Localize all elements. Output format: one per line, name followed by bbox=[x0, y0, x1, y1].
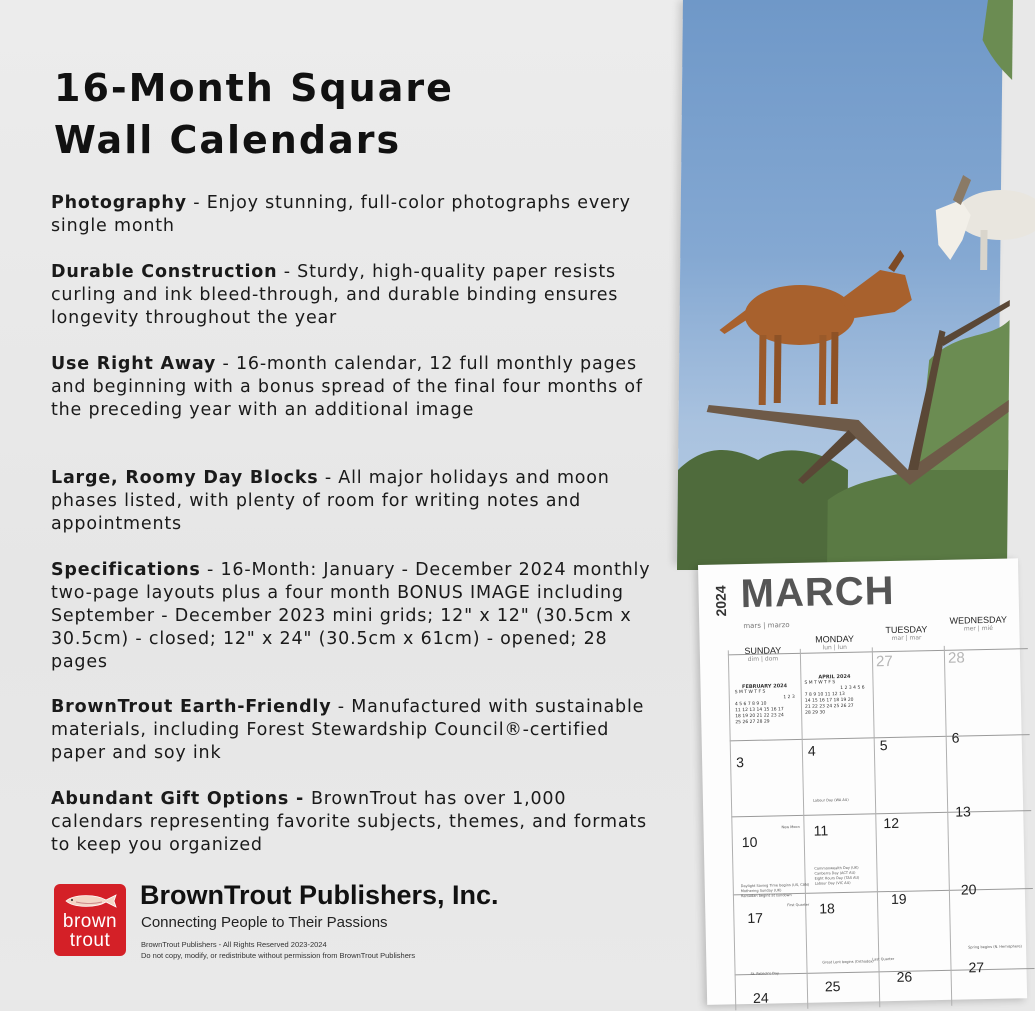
feature-day-blocks bbox=[51, 467, 651, 536]
feature-text: - Enjoy stunning, full-color photographs every single month bbox=[51, 193, 631, 236]
feature-text: - Manufactured with sustainable materials, including Forest Stewardship Council®-certified paper and soy ink bbox=[51, 697, 645, 763]
mini-row: 21 22 23 24 25 26 27 bbox=[804, 703, 854, 710]
moon-phase-note: Last Quarter bbox=[872, 956, 895, 962]
mini-calendar-april bbox=[804, 674, 865, 717]
feature-title: Photography bbox=[51, 193, 187, 213]
date-cell: 19 bbox=[890, 890, 907, 908]
day-name: SUNDAY bbox=[744, 645, 782, 657]
mini-row: 4 5 6 7 8 9 10 bbox=[734, 701, 767, 708]
date-cell: 27 bbox=[875, 652, 893, 671]
logo-word-2: trout bbox=[69, 930, 111, 951]
holiday-note: Daylight Saving Time begins (US, CAN) bbox=[740, 882, 810, 889]
moon-phase-note: New Moon bbox=[781, 824, 800, 830]
day-name: WEDNESDAY bbox=[949, 614, 1007, 626]
day-translation: dim | dom bbox=[747, 655, 779, 663]
day-header-monday bbox=[799, 633, 869, 651]
feature-title: Specifications bbox=[51, 560, 201, 580]
mini-row: 28 29 30 bbox=[805, 710, 826, 716]
holiday-note: Great Lent begins (Orthodox) bbox=[822, 959, 874, 965]
date-cell: 11 bbox=[813, 822, 829, 839]
date-cell: 4 bbox=[807, 742, 816, 759]
mini-calendar-february bbox=[735, 683, 796, 726]
calendar-page bbox=[698, 558, 1027, 1005]
date-cell: 13 bbox=[955, 803, 971, 820]
mini-row: 1 2 3 4 5 6 bbox=[840, 685, 865, 692]
goats-in-tree-image bbox=[677, 0, 1013, 570]
mini-calendar-title: APRIL 2024 bbox=[818, 673, 851, 681]
date-cell: 25 bbox=[824, 978, 841, 995]
feature-specifications bbox=[51, 559, 651, 674]
feature-title: BrownTrout Earth-Friendly bbox=[51, 697, 332, 717]
calendar-year: 2024 bbox=[712, 585, 730, 617]
feature-title: Large, Roomy Day Blocks bbox=[51, 468, 319, 488]
mini-row: 7 8 9 10 11 12 13 bbox=[804, 691, 845, 698]
day-translation: mer | mié bbox=[963, 624, 993, 633]
holiday-note: Labour Day (VIC AU) bbox=[814, 880, 851, 886]
moon-phase-note: First Quarter bbox=[787, 902, 810, 908]
day-header-tuesday bbox=[871, 624, 941, 642]
date-cell: 20 bbox=[960, 881, 977, 898]
day-translation: lun | lun bbox=[822, 643, 848, 652]
date-cell: 5 bbox=[879, 737, 888, 754]
feature-title: Use Right Away bbox=[51, 354, 217, 374]
mini-row: 18 19 20 21 22 23 24 bbox=[735, 713, 784, 720]
day-name: MONDAY bbox=[815, 633, 855, 645]
holiday-note: St. Patrick's Day bbox=[750, 971, 780, 976]
holiday-note: Canberra Day (ACT AU) bbox=[814, 870, 856, 876]
feature-text: BrownTrout has over 1,000 calendars representing favorite subjects, themes, and formats to keep you organized bbox=[51, 789, 647, 855]
holiday-note: Mothering Sunday (UK) bbox=[740, 888, 782, 894]
feature-gift-options bbox=[51, 788, 651, 857]
calendar-month-translation: mars | marzo bbox=[743, 621, 790, 631]
feature-text: - 16-Month: January - December 2024 monthly two-page layouts plus a four month BONUS IMAGE including September - December 2023 mini grids; 12" x 12" (30.5cm x 30.5cm) - closed; 12" x 24" (30.5cm x 61cm) - opened; 28 pages bbox=[51, 560, 651, 672]
date-cell: 26 bbox=[896, 968, 913, 985]
mini-row: S M T W T F S bbox=[804, 680, 836, 686]
date-cell: 17 bbox=[747, 909, 764, 927]
date-cell: 3 bbox=[735, 754, 745, 771]
feature-earth-friendly bbox=[51, 696, 651, 765]
mini-row: 14 15 16 17 18 19 20 bbox=[804, 697, 854, 704]
feature-title: Durable Construction bbox=[51, 262, 278, 282]
feature-title: Abundant Gift Options - bbox=[51, 789, 311, 809]
feature-text: - Sturdy, high-quality paper resists curling and ink bleed-through, and durable binding ensures longevity throughout the year bbox=[51, 262, 619, 328]
grid-line bbox=[944, 646, 953, 1006]
legal-line-1: BrownTrout Publishers - All Rights Reserved 2023-2024 bbox=[141, 940, 327, 949]
date-cell: 12 bbox=[883, 814, 900, 832]
holiday-note: Eight Hours Day (TAS AU) bbox=[814, 875, 860, 881]
mini-row: 11 12 13 14 15 16 17 bbox=[735, 707, 784, 714]
day-header-wednesday bbox=[943, 614, 1013, 632]
holiday-note: Labour Day (WA AU) bbox=[812, 797, 849, 803]
trout-icon bbox=[62, 892, 118, 910]
calendar-photo bbox=[677, 0, 1003, 565]
title-line-2: Wall Calendars bbox=[54, 118, 402, 162]
mini-row: 1 2 3 bbox=[783, 695, 795, 701]
feature-durable-construction bbox=[51, 261, 651, 330]
date-cell: 18 bbox=[819, 900, 835, 917]
holiday-note: Commonwealth Day (UK) bbox=[814, 865, 859, 871]
grid-line bbox=[735, 968, 1035, 975]
grid-line bbox=[872, 647, 881, 1007]
holiday-note: Spring begins (N. Hemisphere) bbox=[968, 944, 1022, 950]
browntrout-logo bbox=[54, 884, 126, 956]
date-cell: 27 bbox=[968, 959, 985, 976]
feature-use-right-away bbox=[51, 353, 651, 422]
mini-row: S M T W T F S bbox=[734, 689, 766, 696]
mini-calendar-title: FEBRUARY 2024 bbox=[741, 683, 788, 691]
date-cell: 28 bbox=[947, 649, 965, 667]
page-title bbox=[54, 62, 614, 166]
mini-row: 25 26 27 28 29 bbox=[735, 719, 770, 726]
holiday-note: Ramadan begins at sundown bbox=[740, 893, 792, 899]
feature-text: - 16-month calendar, 12 full monthly pages and beginning with a bonus spread of the final four months of the preceding year with an additional image bbox=[51, 354, 643, 420]
day-translation: mar | mar bbox=[891, 634, 922, 642]
date-cell: 24 bbox=[752, 989, 769, 1006]
calendar-month: MARCH bbox=[740, 568, 895, 617]
title-line-1: 16-Month Square bbox=[54, 66, 454, 110]
date-cell: 10 bbox=[741, 833, 758, 851]
legal-line-2: Do not copy, modify, or redistribute without permission from BrownTrout Publishers bbox=[141, 951, 416, 960]
grid-line bbox=[731, 810, 1031, 817]
date-cell: 6 bbox=[951, 729, 960, 746]
feature-text: - All major holidays and moon phases listed, with plenty of room for writing notes and appointments bbox=[51, 468, 610, 534]
publisher-tagline: Connecting People to Their Passions bbox=[141, 914, 388, 931]
logo-word-1: brown bbox=[62, 911, 118, 932]
feature-photography bbox=[51, 192, 651, 238]
publisher-name: BrownTrout Publishers, Inc. bbox=[140, 880, 499, 910]
day-name: TUESDAY bbox=[885, 624, 928, 636]
